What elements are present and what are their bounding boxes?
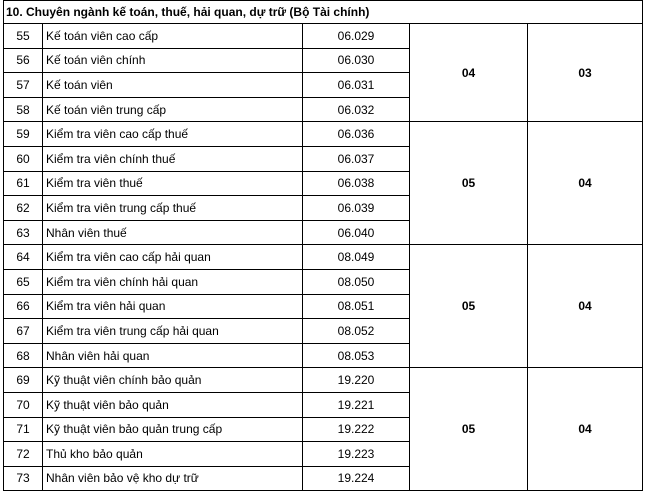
job-title: Kiểm tra viên trung cấp hải quan <box>43 319 303 344</box>
job-code: 06.039 <box>303 196 410 221</box>
job-code: 19.221 <box>303 392 410 417</box>
job-title: Kế toán viên cao cấp <box>43 24 303 49</box>
table-body <box>4 1 643 491</box>
job-code: 06.031 <box>303 73 410 98</box>
row-number: 61 <box>4 171 43 196</box>
job-code: 06.040 <box>303 220 410 245</box>
row-number: 73 <box>4 466 43 491</box>
job-title: Kỹ thuật viên bảo quản trung cấp <box>43 417 303 442</box>
job-title: Nhân viên bảo vệ kho dự trữ <box>43 466 303 491</box>
job-title: Nhân viên thuế <box>43 220 303 245</box>
table-row <box>4 24 643 49</box>
job-code: 06.036 <box>303 122 410 147</box>
section-header-row <box>4 1 643 24</box>
job-title: Kiểm tra viên thuế <box>43 171 303 196</box>
job-code: 06.030 <box>303 48 410 73</box>
table-row <box>4 122 643 147</box>
section-title: 10. Chuyên ngành kế toán, thuế, hải quan, dự trữ (Bộ Tài chính) <box>4 1 643 24</box>
job-code: 06.038 <box>303 171 410 196</box>
row-number: 65 <box>4 269 43 294</box>
job-title: Thủ kho bảo quản <box>43 442 303 467</box>
job-title: Kế toán viên <box>43 73 303 98</box>
table-row <box>4 368 643 393</box>
job-title: Kiểm tra viên chính hải quan <box>43 269 303 294</box>
job-code: 08.053 <box>303 343 410 368</box>
row-number: 69 <box>4 368 43 393</box>
row-number: 70 <box>4 392 43 417</box>
row-number: 57 <box>4 73 43 98</box>
job-code: 06.029 <box>303 24 410 49</box>
job-code: 08.052 <box>303 319 410 344</box>
job-code: 19.222 <box>303 417 410 442</box>
row-number: 56 <box>4 48 43 73</box>
job-code: 19.223 <box>303 442 410 467</box>
row-number: 68 <box>4 343 43 368</box>
job-title: Kiểm tra viên cao cấp hải quan <box>43 245 303 270</box>
job-code: 08.049 <box>303 245 410 270</box>
job-code: 19.224 <box>303 466 410 491</box>
row-number: 55 <box>4 24 43 49</box>
job-code: 08.051 <box>303 294 410 319</box>
job-title: Kiểm tra viên hải quan <box>43 294 303 319</box>
row-number: 71 <box>4 417 43 442</box>
row-number: 72 <box>4 442 43 467</box>
row-number: 67 <box>4 319 43 344</box>
job-title: Kế toán viên chính <box>43 48 303 73</box>
row-number: 59 <box>4 122 43 147</box>
group-value-col4: 05 <box>410 245 528 368</box>
group-value-col5: 04 <box>528 245 643 368</box>
table-row <box>4 245 643 270</box>
row-number: 60 <box>4 146 43 171</box>
row-number: 64 <box>4 245 43 270</box>
row-number: 58 <box>4 97 43 122</box>
job-code: 06.037 <box>303 146 410 171</box>
group-value-col4: 05 <box>410 368 528 491</box>
job-title: Kiểm tra viên trung cấp thuế <box>43 196 303 221</box>
group-value-col5: 04 <box>528 368 643 491</box>
job-code: 06.032 <box>303 97 410 122</box>
salary-grade-table <box>3 0 643 491</box>
job-title: Kỹ thuật viên chính bảo quản <box>43 368 303 393</box>
job-title: Nhân viên hải quan <box>43 343 303 368</box>
job-title: Kế toán viên trung cấp <box>43 97 303 122</box>
job-title: Kiểm tra viên chính thuế <box>43 146 303 171</box>
group-value-col4: 05 <box>410 122 528 245</box>
group-value-col4: 04 <box>410 24 528 122</box>
job-title: Kỹ thuật viên bảo quản <box>43 392 303 417</box>
job-title: Kiểm tra viên cao cấp thuế <box>43 122 303 147</box>
group-value-col5: 03 <box>528 24 643 122</box>
row-number: 66 <box>4 294 43 319</box>
group-value-col5: 04 <box>528 122 643 245</box>
job-code: 08.050 <box>303 269 410 294</box>
row-number: 62 <box>4 196 43 221</box>
row-number: 63 <box>4 220 43 245</box>
job-code: 19.220 <box>303 368 410 393</box>
